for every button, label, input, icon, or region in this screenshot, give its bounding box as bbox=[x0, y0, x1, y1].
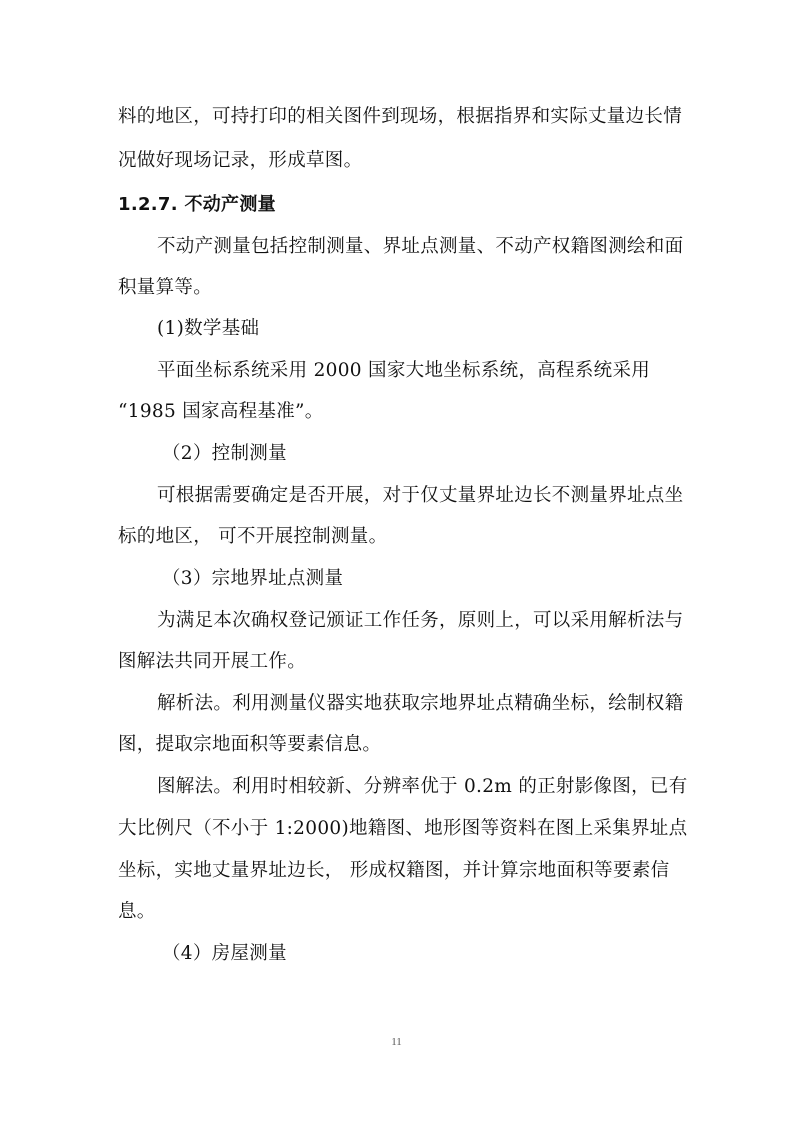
page-number: 11 bbox=[391, 1036, 402, 1048]
text-line: 平面坐标系统采用 2000 国家大地坐标系统，高程系统采用 bbox=[157, 360, 651, 381]
subheading: （2）控制测量 bbox=[162, 443, 287, 464]
text-line: 解析法。利用测量仪器实地获取宗地界址点精确坐标，绘制权籍 bbox=[157, 693, 684, 714]
text-line: 不动产测量包括控制测量、界址点测量、不动产权籍图测绘和面 bbox=[157, 236, 684, 257]
subheading: （3）宗地界址点测量 bbox=[162, 568, 344, 589]
text-line: 图解法。利用时相较新、分辨率优于 0.2m 的正射影像图，已有 bbox=[157, 776, 688, 797]
text-line: 况做好现场记录，形成草图。 bbox=[118, 150, 363, 171]
text-line: 标的地区， 可不开展控制测量。 bbox=[118, 526, 388, 547]
text-line: 图，提取宗地面积等要素信息。 bbox=[118, 734, 382, 755]
text-line: “1985 国家高程基准”。 bbox=[118, 401, 324, 422]
text-line: 坐标，实地丈量界址边长， 形成权籍图，并计算宗地面积等要素信 bbox=[118, 860, 670, 881]
text-line: 图解法共同开展工作。 bbox=[118, 651, 307, 672]
subheading: （4）房屋测量 bbox=[162, 943, 287, 964]
text-line: 大比例尺（不小于 1:2000)地籍图、地形图等资料在图上采集界址点 bbox=[118, 818, 688, 839]
subheading: (1)数学基础 bbox=[157, 318, 260, 339]
text-line: 可根据需要确定是否开展，对于仅丈量界址边长不测量界址点坐 bbox=[157, 485, 684, 506]
text-line: 为满足本次确权登记颁证工作任务，原则上，可以采用解析法与 bbox=[157, 610, 684, 631]
text-line: 息。 bbox=[118, 901, 156, 922]
section-heading: 1.2.7. 不动产测量 bbox=[118, 194, 276, 215]
text-line: 料的地区，可持打印的相关图件到现场，根据指界和实际丈量边长情 bbox=[118, 106, 683, 127]
text-line: 积量算等。 bbox=[118, 277, 213, 298]
